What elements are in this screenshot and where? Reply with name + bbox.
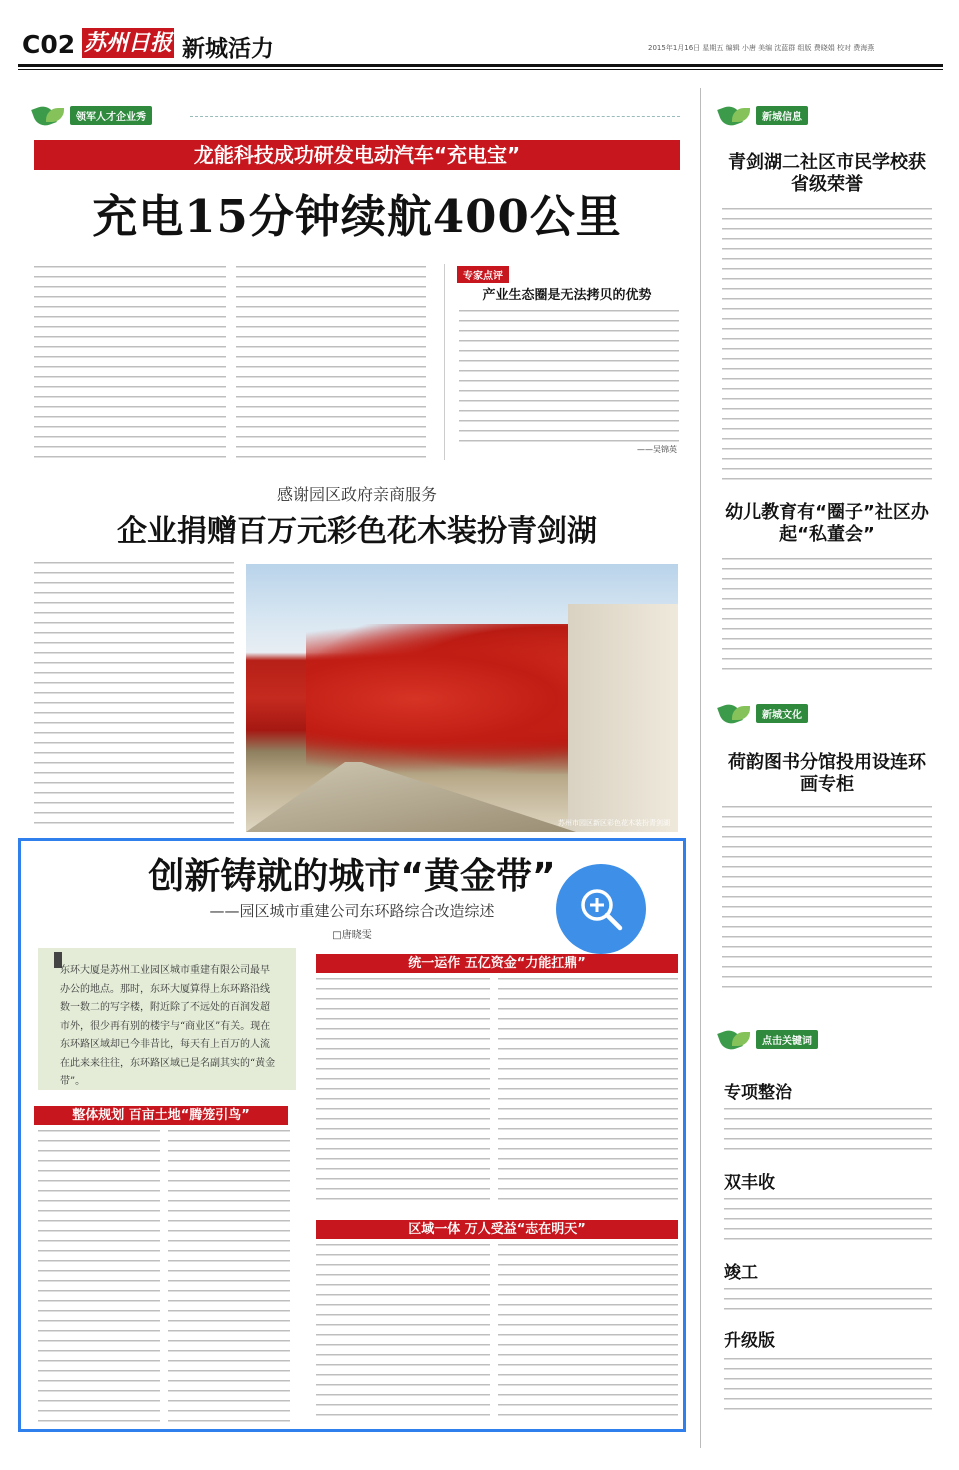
sidebar-body	[722, 558, 932, 670]
feature-intro	[38, 948, 296, 1090]
sidebar-headline: 幼儿教育有“圈子”社区办起“私董会”	[725, 502, 929, 545]
building-wall	[568, 604, 678, 832]
article-body	[168, 1130, 290, 1422]
article-body	[236, 266, 426, 458]
column-title: 产业生态圈是无法拷贝的优势	[482, 288, 652, 303]
keyword-heading: 竣工	[724, 1263, 758, 1283]
magnifier-plus-icon	[575, 883, 627, 935]
page-number: C02	[22, 30, 76, 59]
article-body	[316, 1244, 490, 1422]
column-tag: 专家点评	[457, 266, 509, 283]
expert-column	[444, 264, 681, 460]
newspaper-logo: 苏州日报	[83, 30, 172, 56]
sidebar-headline: 荷韵图书分馆投用设连环画专柜	[728, 752, 926, 795]
sidebar-tag	[720, 698, 808, 728]
keyword-heading: 升级版	[724, 1331, 775, 1351]
article-body	[316, 978, 490, 1204]
column-byline: ——吴锦英	[637, 445, 677, 454]
donation-headline: 企业捐赠百万元彩色花木装扮青剑湖	[117, 514, 597, 549]
lead-banner: 龙能科技成功研发电动汽车“充电宝”	[34, 140, 680, 170]
header-rule	[18, 64, 943, 67]
keyword-body	[724, 1288, 932, 1310]
feature-title: 创新铸就的城市“黄金带”	[148, 856, 556, 897]
sidebar-body	[722, 806, 932, 988]
lead-headline: 充电15分钟续航400公里	[92, 190, 622, 243]
tag-label: 新城信息	[756, 106, 808, 125]
keyword-body	[724, 1358, 932, 1418]
section-title: 新城活力	[182, 36, 274, 62]
sidebar-tag	[720, 1024, 818, 1054]
keyword-heading: 专项整治	[724, 1083, 792, 1103]
keyword-body	[724, 1108, 932, 1158]
article-body	[498, 978, 678, 1204]
tag-label: 领军人才企业秀	[70, 106, 152, 125]
article-body	[34, 266, 226, 458]
intro-text: 东环大厦是苏州工业园区城市重建有限公司最早办公的地点。那时，东环大厦算得上东环路沿线数一数二的写字楼，附近除了不远处的百润发超市外，很少再有别的楼宇与“商业区”有关。现在东环路区域却已今非昔比，每天有上百万的人流在此来来往往，东环路区域已是名副其实的“黄金带”。	[60, 965, 276, 1087]
divider	[190, 116, 680, 117]
donation-kicker: 感谢园区政府亲商服务	[276, 485, 437, 504]
section-heading: 整体规划 百亩土地“腾笼引鸟”	[34, 1106, 288, 1125]
sidebar-tag	[720, 100, 808, 130]
sidebar-headline: 青剑湖二社区市民学校获省级荣誉	[728, 152, 926, 195]
tag-label: 新城文化	[756, 704, 808, 723]
lead-story-tag	[34, 100, 152, 130]
edition-info: 2015年1月16日 星期五 编辑 小唐 美编 沈蓝群 组版 费晓娟 校对 费海燕	[648, 44, 875, 52]
column-divider	[700, 88, 701, 1448]
article-body	[38, 1130, 160, 1422]
zoom-in-button[interactable]	[556, 864, 646, 954]
sidebar-body	[722, 208, 932, 488]
article-body	[498, 1244, 678, 1422]
photo-caption: 苏州市园区新区彩色花木装扮青剑湖	[558, 819, 670, 827]
feature-subtitle: ——园区城市重建公司东环路综合改造综述	[209, 902, 495, 920]
feature-author: □唐晓雯	[332, 930, 372, 941]
leaf-icon	[720, 104, 754, 126]
keyword-body	[724, 1198, 932, 1248]
column-body	[459, 310, 679, 442]
header-rule-thin	[18, 69, 943, 70]
section-heading: 区域一体 万人受益“志在明天”	[316, 1220, 678, 1239]
leaf-icon	[34, 104, 68, 126]
leaf-icon	[720, 702, 754, 724]
article-body	[34, 562, 234, 832]
tag-label: 点击关键词	[756, 1030, 818, 1049]
keyword-heading: 双丰收	[724, 1173, 775, 1193]
section-heading: 统一运作 五亿资金“力能扛鼎”	[316, 954, 678, 973]
leaf-icon	[720, 1028, 754, 1050]
tree-photo	[246, 564, 678, 832]
